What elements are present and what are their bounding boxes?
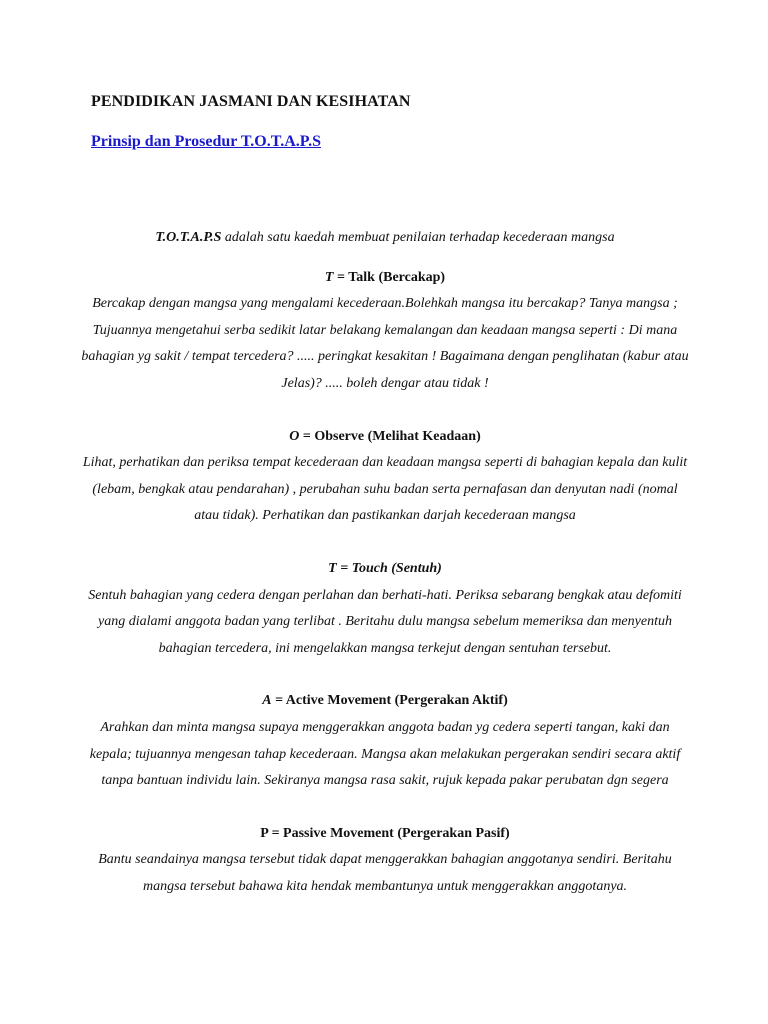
document-title: PENDIDIKAN JASMANI DAN KESIHATAN bbox=[91, 93, 411, 110]
section-letter: T bbox=[328, 560, 337, 576]
section-heading bbox=[80, 688, 690, 715]
section-letter: O bbox=[289, 428, 300, 444]
section-body: Lihat, perhatikan dan periksa tempat kecederaan dan keadaan mangsa seperti di bahagian kepala dan kulit (lebam, bengkak atau pendarahan) , perubahan suhu badan serta pernafasan dan denyutan nadi (nomal atau tidak). Perhatikan dan pastikankan darjah kecederaan mangsa bbox=[82, 455, 688, 524]
section-passive-movement bbox=[80, 821, 690, 901]
section-heading bbox=[80, 265, 690, 292]
section-label: = Observe (Melihat Keadaan) bbox=[299, 428, 481, 444]
intro-term: T.O.T.A.P.S bbox=[155, 230, 222, 245]
section-body: Arahkan dan minta mangsa supaya menggerakkan anggota badan yg cedera seperti tangan, kaki dan kepala; tujuannya mengesan tahap kecederaan. Mangsa akan melakukan pergerakan sendiri secara aktif tanpa bantuan individu lain. Sekiranya mangsa rasa sakit, rujuk kepada pakar perubatan dgn segera bbox=[89, 719, 681, 789]
section-heading bbox=[80, 424, 690, 451]
section-observe bbox=[80, 424, 690, 530]
section-talk bbox=[80, 265, 690, 398]
section-label: = Active Movement (Pergerakan Aktif) bbox=[271, 693, 508, 709]
section-touch bbox=[80, 556, 690, 662]
subtitle-link[interactable]: Prinsip dan Prosedur T.O.T.A.P.S bbox=[91, 133, 321, 150]
section-body: Sentuh bahagian yang cedera dengan perlahan dan berhati-hati. Periksa sebarang bengkak atau defomiti yang dialami anggota badan yang terlibat . Beritahu dulu mangsa sebelum memeriksa dan menyentuh bahagian tercedera, ini mengelakkan mangsa terkejut dengan sentuhan tersebut. bbox=[88, 587, 682, 656]
section-label: = Touch (Sentuh) bbox=[336, 560, 442, 576]
document-body bbox=[80, 225, 690, 926]
section-active-movement bbox=[80, 688, 690, 794]
section-letter: P bbox=[260, 825, 269, 841]
intro-text: adalah satu kaedah membuat penilaian terhadap kecederaan mangsa bbox=[221, 230, 615, 245]
section-letter: T bbox=[324, 269, 334, 285]
section-heading bbox=[80, 556, 690, 583]
section-letter: A bbox=[262, 693, 272, 709]
intro-paragraph bbox=[80, 225, 690, 252]
section-body: Bercakap dengan mangsa yang mengalami kecederaan.Bolehkah mangsa itu bercakap? Tanya mangsa ; Tujuannya mengetahui serba sedikit latar belakang kemalangan dan keadaan mangsa seperti : Di mana bahagian yg sakit / tempat tercedera? ..... peringkat kesakitan ! Bagaimana dengan penglihatan (kabur atau Jelas)? ..... boleh dengar atau tidak ! bbox=[81, 296, 689, 391]
section-body: Bantu seandainya mangsa tersebut tidak dapat menggerakkan bahagian anggotanya sendiri. Beritahu mangsa tersebut bahawa kita hendak membantunya untuk menggerakkan anggotanya. bbox=[98, 852, 672, 894]
section-heading bbox=[80, 821, 690, 848]
section-label: = Passive Movement (Pergerakan Pasif) bbox=[268, 825, 510, 841]
section-label: = Talk (Bercakap) bbox=[333, 269, 446, 285]
